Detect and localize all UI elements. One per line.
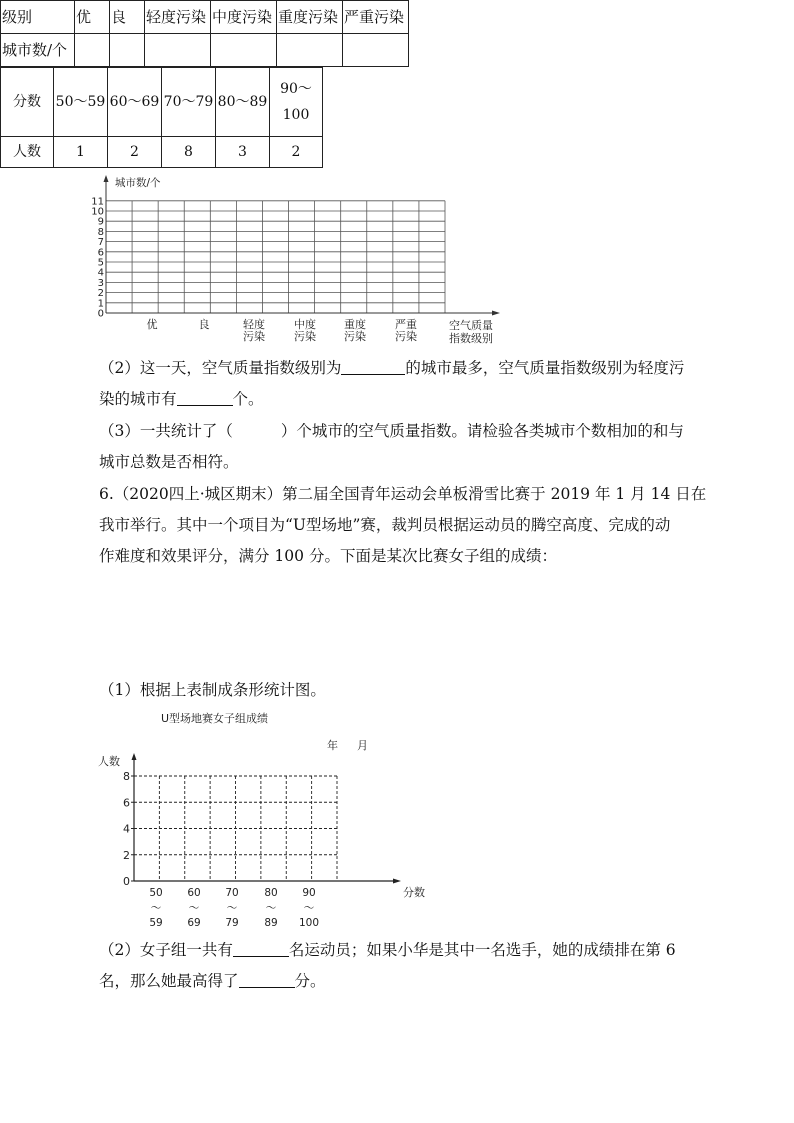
q2-text: 的城市最多，空气质量指数级别为轻度污 (405, 359, 685, 377)
y-axis-arrow (104, 175, 109, 182)
y-axis-label: 城市数/个 (115, 177, 161, 189)
category-label: 89 (264, 917, 278, 929)
category-labels (147, 317, 418, 343)
y-tick-label: 5 (97, 257, 104, 269)
y-tick-label: 2 (123, 848, 130, 862)
count-cell: 2 (108, 137, 162, 168)
x-axis-label: 分数 (403, 886, 425, 899)
category-label: 中度 (294, 318, 316, 331)
q3-text: 城市总数是否相符。 (99, 453, 239, 471)
empty-cell[interactable] (343, 34, 409, 67)
range-cell (270, 68, 323, 137)
empty-cell[interactable] (277, 34, 343, 67)
y-tick-label: 1 (97, 298, 104, 310)
category-label: 优 (146, 318, 158, 331)
chart-title: U型场地赛女子组成绩 (161, 712, 269, 725)
range-top: 90～ (280, 81, 312, 97)
category-label: 70 (225, 887, 239, 899)
category-label: 50 (149, 887, 163, 899)
y-tick-label: 9 (97, 216, 104, 228)
header-cell: 良 (110, 1, 145, 34)
chart-grid (106, 201, 445, 313)
q3-text: ）个城市的空气质量指数。请检验各类城市个数相加的和与 (280, 422, 684, 440)
air-quality-table (0, 0, 409, 67)
answer-blank[interactable] (233, 939, 289, 957)
x-axis-arrow (492, 311, 500, 316)
q6-2-text: 名运动员；如果小华是其中一名选手，她的成绩排在第 6 (288, 941, 676, 959)
date-year: 年 (327, 739, 338, 752)
y-tick-label: 3 (97, 277, 104, 289)
y-tick-label: 8 (97, 226, 104, 238)
category-label: 轻度 (243, 318, 265, 331)
row-label-cell: 分数 (1, 68, 54, 137)
header-cell: 中度污染 (211, 1, 277, 34)
q6-text: 作难度和效果评分，满分 100 分。下面是某次比赛女子组的成绩： (99, 547, 557, 565)
answer-blank[interactable] (341, 357, 405, 375)
answer-blank[interactable] (177, 388, 233, 406)
category-label: 良 (198, 318, 210, 331)
q3-text: （3）一共统计了（ (99, 422, 233, 440)
category-label: 60 (187, 887, 201, 899)
y-tick-labels (123, 770, 134, 888)
range-cell: 60～69 (108, 68, 162, 137)
q2-text: （2）这一天，空气质量指数级别为 (99, 359, 342, 377)
q6-1-text: （1）根据上表制成条形统计图。 (99, 681, 326, 699)
count-cell: 1 (54, 137, 108, 168)
empty-cell[interactable] (110, 34, 145, 67)
table-row (1, 34, 409, 67)
count-cell: 8 (162, 137, 216, 168)
category-label: 59 (149, 917, 163, 929)
q2-text: 个。 (232, 390, 264, 408)
air-quality-grid-chart (91, 172, 515, 348)
range-cell: 50～59 (54, 68, 108, 137)
y-tick-label: 6 (97, 247, 104, 259)
category-labels (149, 887, 319, 929)
category-label: ～ (150, 902, 162, 914)
y-tick-label: 7 (97, 237, 104, 249)
range-bottom: 100 (282, 107, 310, 123)
q6-2-text: 名，那么她最高得了 (99, 972, 239, 990)
q6-2-text: 分。 (294, 972, 326, 990)
header-cell: 严重污染 (343, 1, 409, 34)
empty-cell[interactable] (145, 34, 211, 67)
x-axis-label-line1: 空气质量 (449, 319, 493, 332)
header-cell: 轻度污染 (145, 1, 211, 34)
q6-text: 我市举行。其中一个项目为“U型场地”赛，裁判员根据运动员的腾空高度、完成的动 (99, 516, 671, 534)
table-row (1, 68, 323, 137)
row-label-cell: 人数 (1, 137, 54, 168)
count-cell: 2 (270, 137, 323, 168)
question-6-1 (99, 675, 326, 706)
header-cell: 级别 (1, 1, 75, 34)
q6-2-text: （2）女子组一共有 (99, 941, 233, 959)
empty-cell[interactable] (75, 34, 110, 67)
category-label: 污染 (344, 330, 366, 343)
question-6 (99, 479, 706, 572)
y-tick-label: 6 (123, 796, 130, 810)
y-tick-label: 8 (123, 770, 130, 783)
y-tick-label: 0 (97, 308, 104, 320)
q6-text: 6.（2020四上·城区期末）第二届全国青年运动会单板滑雪比赛于 2019 年 1 月 14 日在 (99, 485, 707, 503)
category-label: 80 (264, 887, 278, 899)
question-2 (99, 353, 684, 415)
y-axis-arrow (132, 753, 137, 760)
x-axis-label-line2: 指数级别 (449, 332, 493, 345)
category-label: 100 (298, 917, 320, 929)
header-cell: 优 (75, 1, 110, 34)
y-tick-label: 4 (97, 267, 104, 279)
category-label: 污染 (294, 330, 316, 343)
chart-grid (134, 776, 337, 881)
y-tick-label: 4 (123, 822, 130, 836)
category-label: ～ (226, 902, 238, 914)
answer-blank[interactable] (239, 970, 295, 988)
row-label-cell: 城市数/个 (1, 34, 75, 67)
x-axis-arrow (393, 879, 401, 884)
y-tick-label: 10 (91, 206, 104, 218)
date-month: 月 (357, 739, 368, 752)
category-label: 69 (187, 917, 201, 929)
category-label: ～ (188, 902, 200, 914)
category-label: 90 (302, 887, 316, 899)
scores-table (0, 67, 323, 168)
count-cell: 3 (216, 137, 270, 168)
table-row (1, 1, 409, 34)
q2-text: 染的城市有 (99, 390, 177, 408)
header-cell: 重度污染 (277, 1, 343, 34)
category-label: ～ (265, 902, 277, 914)
question-6-2 (99, 935, 676, 997)
question-3 (99, 416, 684, 478)
range-cell: 80～89 (216, 68, 270, 137)
y-tick-label: 11 (91, 196, 104, 208)
category-label: 污染 (243, 330, 265, 343)
y-tick-labels (91, 196, 104, 319)
table-row (1, 137, 323, 168)
y-tick-label: 2 (97, 288, 104, 300)
y-axis-label: 人数 (98, 755, 120, 768)
range-cell: 70～79 (162, 68, 216, 137)
empty-cell[interactable] (211, 34, 277, 67)
category-label: 严重 (395, 318, 417, 331)
category-label: 重度 (344, 318, 366, 331)
scores-bar-chart (95, 708, 445, 934)
category-label: 污染 (395, 330, 417, 343)
y-tick-label: 0 (123, 875, 130, 888)
category-label: 79 (225, 917, 239, 929)
category-label: ～ (303, 902, 315, 914)
